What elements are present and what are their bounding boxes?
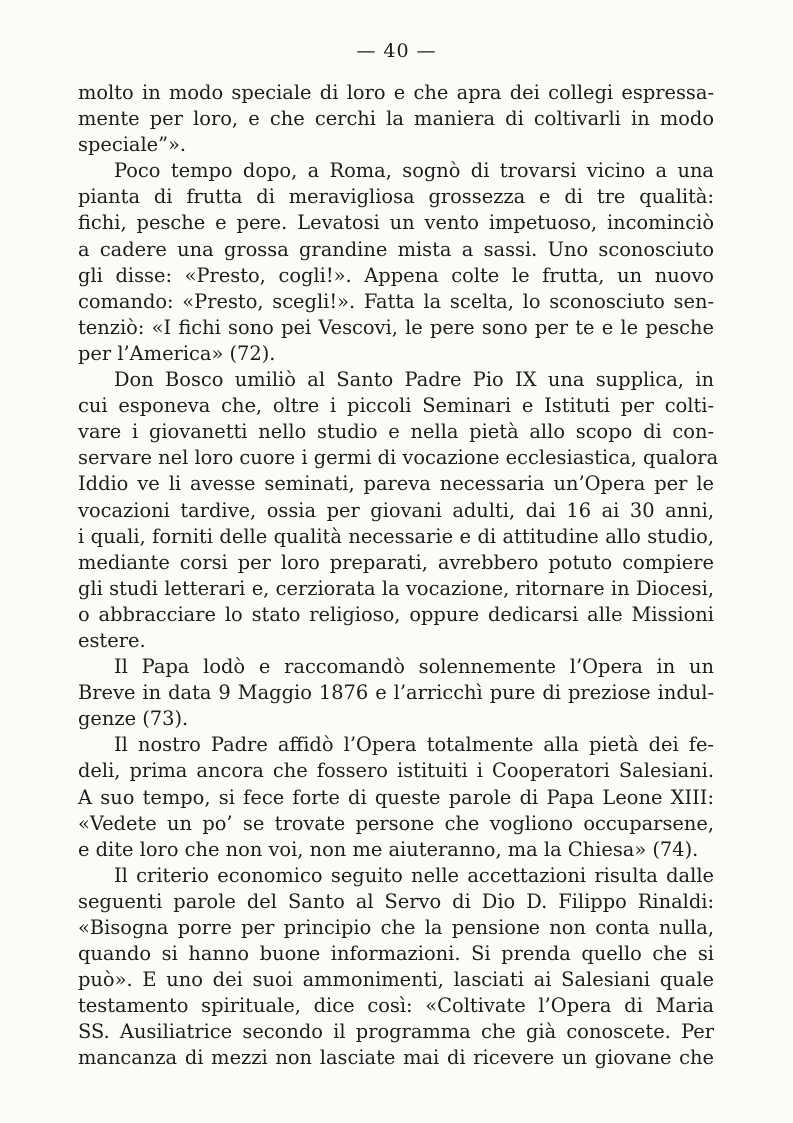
text-line: mediante corsi per loro preparati, avrebbero potuto compiere: [78, 550, 714, 574]
text-line: molto in modo speciale di loro e che apra dei collegi espressa-: [78, 81, 714, 104]
text-line: può». E uno dei suoi ammonimenti, lasciati ai Salesiani quale: [78, 968, 714, 992]
text-line: comando: «Presto, scegli!». Fatta la scelta, lo sconosciuto sen-: [78, 289, 714, 313]
text-line: mente per loro, e che cerchi la maniera di coltivarli in modo: [78, 107, 714, 131]
text-line: quando si hanno buone informazioni. Si prenda quello che si: [78, 942, 714, 966]
page-number: — 40 —: [356, 40, 437, 62]
text-line: Il Papa lodò e raccomandò solennemente l’Opera in un: [114, 655, 714, 679]
text-line: i quali, forniti delle qualità necessarie e di attitudine allo studio,: [78, 524, 714, 548]
text-line: genze (73).: [78, 707, 189, 731]
text-line: fichi, pesche e pere. Levatosi un vento impetuoso, incominciò: [78, 211, 714, 235]
text-line: SS. Ausiliatrice secondo il programma che già conoscete. Per: [78, 1020, 714, 1044]
text-line: a cadere una grossa grandine mista a sassi. Uno sconosciuto: [78, 237, 714, 261]
text-line: deli, prima ancora che fossero istituiti i Cooperatori Salesiani.: [78, 759, 714, 783]
text-line: A suo tempo, si fece forte di queste parole di Papa Leone XIII:: [78, 785, 714, 809]
text-line: estere.: [78, 628, 146, 652]
text-line: vocazioni tardive, ossia per giovani adulti, dai 16 ai 30 anni,: [78, 498, 714, 522]
text-line: Il nostro Padre affidò l’Opera totalmente alla pietà dei fe-: [114, 733, 714, 757]
text-line: «Bisogna porre per principio che la pensione non conta nulla,: [78, 916, 714, 939]
text-line: tenziò: «I fichi sono pei Vescovi, le pere sono per te e le pesche: [78, 315, 714, 339]
text-line: Don Bosco umiliò al Santo Padre Pio IX una supplica, in: [114, 368, 714, 392]
text-line: cui esponeva che, oltre i piccoli Seminari e Istituti per colti-: [78, 394, 714, 418]
text-line: «Vedete un po’ se trovate persone che vogliono occuparsene,: [78, 811, 714, 835]
text-line: pianta di frutta di meravigliosa grossezza e di tre qualità:: [78, 185, 714, 209]
text-line: mancanza di mezzi non lasciate mai di ricevere un giovane che: [78, 1046, 714, 1070]
text-line: Poco tempo dopo, a Roma, sognò di trovarsi vicino a una: [114, 159, 714, 183]
text-line: per l’America» (72).: [78, 341, 276, 365]
body-text: [78, 80, 719, 1072]
text-line: testamento spirituale, dice così: «Coltivate l’Opera di Maria: [78, 994, 714, 1018]
text-line: seguenti parole del Santo al Servo di Dio D. Filippo Rinaldi:: [78, 889, 714, 913]
text-line: Iddio ve li avesse seminati, pareva necessaria un’Opera per le: [78, 472, 714, 496]
text-line: o abbracciare lo stato religioso, oppure dedicarsi alle Missioni: [78, 602, 714, 626]
text-line: gli disse: «Presto, cogli!». Appena colte le frutta, un nuovo: [78, 263, 714, 287]
text-line: servare nel loro cuore i germi di vocazione ecclesiastica, qualora: [78, 446, 719, 470]
text-line: e dite loro che non voi, non me aiuteranno, ma la Chiesa» (74).: [78, 837, 699, 861]
text-line: gli studi letterari e, cerziorata la vocazione, ritornare in Diocesi,: [78, 576, 714, 600]
text-line: Breve in data 9 Maggio 1876 e l’arricchì pure di preziose indul-: [78, 681, 714, 705]
text-line: vare i giovanetti nello studio e nella pietà allo scopo di con-: [78, 420, 714, 444]
text-line: Il criterio economico seguito nelle accettazioni risulta dalle: [114, 863, 714, 887]
text-line: speciale”».: [78, 133, 187, 157]
